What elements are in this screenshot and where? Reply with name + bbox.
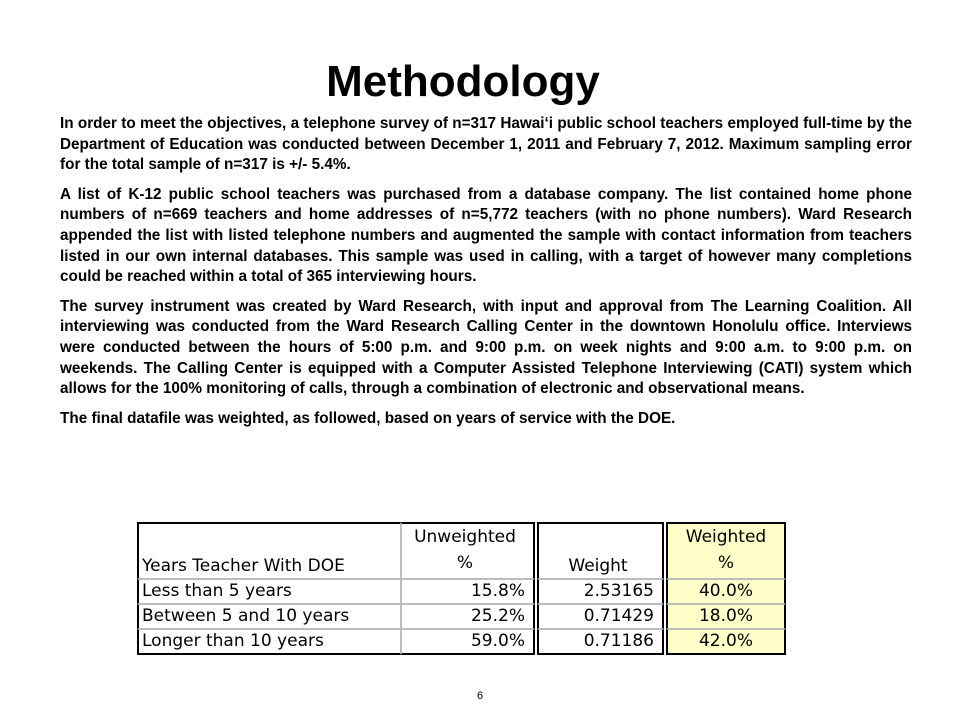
- row-label: Between 5 and 10 years: [137, 604, 401, 629]
- methodology-body: [60, 114, 912, 438]
- table-row: [137, 579, 786, 604]
- header-unweighted: [401, 522, 535, 579]
- header-unweighted-line1: Unweighted: [414, 527, 516, 547]
- row-unweighted: 15.8%: [401, 579, 535, 604]
- header-years: [137, 522, 401, 579]
- row-weighted: 18.0%: [666, 604, 786, 629]
- weighting-table-container: [137, 522, 786, 655]
- header-weighted: [666, 522, 786, 579]
- row-weighted: 42.0%: [666, 629, 786, 655]
- row-unweighted: 25.2%: [401, 604, 535, 629]
- table-row: [137, 604, 786, 629]
- paragraph-instrument: The survey instrument was created by Ward Research, with input and approval from The Learning Coalition. All interviewing was conducted from the Ward Research Calling Center in the downtown Honolulu office. Interviews were conducted between the hours of 5:00 p.m. and 9:00 p.m. on week nights and 9:00 a.m. to 9:00 p.m. on weekends. The Calling Center is equipped with a Computer Assisted Telephone Interviewing (CATI) system which allows for the 100% monitoring of calls, through a combination of electronic and observational means.: [60, 297, 912, 398]
- row-unweighted: 59.0%: [401, 629, 535, 655]
- header-weighted-line2: %: [717, 553, 735, 573]
- row-weight: 2.53165: [537, 579, 664, 604]
- header-weight-label: Weight: [568, 556, 628, 576]
- row-label: Less than 5 years: [137, 579, 401, 604]
- header-weighted-line1: Weighted: [685, 527, 767, 547]
- header-weight: [537, 522, 664, 579]
- table-row: [137, 629, 786, 655]
- weighting-table: [137, 522, 786, 655]
- paragraph-sample: A list of K-12 public school teachers was purchased from a database company. The list contained home phone numbers of n=669 teachers and home addresses of n=5,772 teachers (with no phone numbers). Ward Research appended the list with listed telephone numbers and augmented the sample with contact information from teachers listed in our own internal databases. This sample was used in calling, with a target of however many completions could be reached within a total of 365 interviewing hours.: [60, 185, 912, 286]
- row-weighted: 40.0%: [666, 579, 786, 604]
- paragraph-weighting: The final datafile was weighted, as followed, based on years of service with the DOE.: [60, 409, 676, 427]
- paragraph-survey: In order to meet the objectives, a telephone survey of n=317 Hawai‘i public school teachers employed full-time by the Department of Education was conducted between December 1, 2011 and February 7, 2012. Maximum sampling error for the total sample of n=317 is +/- 5.4%.: [60, 115, 912, 174]
- row-label: Longer than 10 years: [137, 629, 401, 655]
- row-weight: 0.71186: [537, 629, 664, 655]
- header-unweighted-line2: %: [456, 553, 474, 573]
- header-years-label: Years Teacher With DOE: [142, 556, 345, 576]
- row-weight: 0.71429: [537, 604, 664, 629]
- page-title: Methodology: [326, 57, 600, 106]
- page-number: 6: [476, 690, 484, 702]
- table-header-row: [137, 522, 786, 579]
